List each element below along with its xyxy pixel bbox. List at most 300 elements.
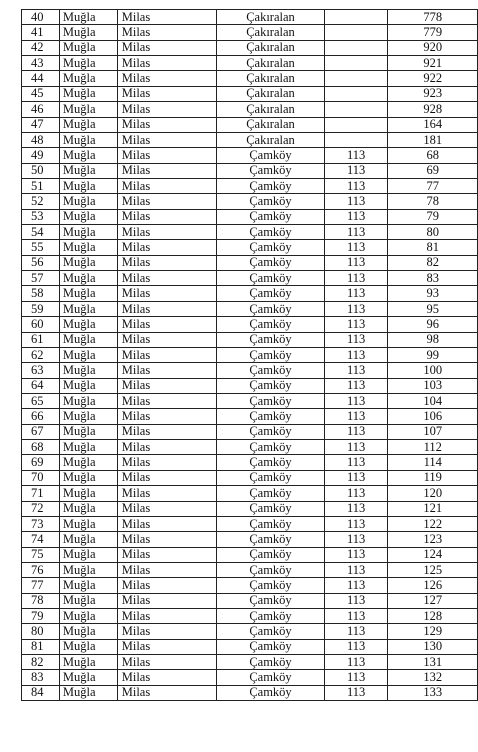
province-cell: Muğla xyxy=(59,255,117,270)
table-row xyxy=(22,393,478,408)
province-cell: Muğla xyxy=(59,455,117,470)
village-cell: Çamköy xyxy=(217,609,325,624)
district-cell: Milas xyxy=(117,624,216,639)
row-number-cell: 45 xyxy=(22,86,60,101)
parcel-number-cell: 81 xyxy=(388,240,478,255)
district-cell: Milas xyxy=(117,56,216,71)
parcel-number-cell: 106 xyxy=(388,409,478,424)
village-cell: Çamköy xyxy=(217,194,325,209)
province-cell: Muğla xyxy=(59,424,117,439)
province-cell: Muğla xyxy=(59,317,117,332)
row-number-cell: 63 xyxy=(22,363,60,378)
table-row xyxy=(22,347,478,362)
table-row xyxy=(22,163,478,178)
province-cell: Muğla xyxy=(59,639,117,654)
row-number-cell: 50 xyxy=(22,163,60,178)
village-cell: Çamköy xyxy=(217,255,325,270)
village-cell: Çakıralan xyxy=(217,86,325,101)
village-cell: Çamköy xyxy=(217,685,325,700)
parcel-number-cell: 112 xyxy=(388,440,478,455)
parcel-number-cell: 132 xyxy=(388,670,478,685)
row-number-cell: 60 xyxy=(22,317,60,332)
block-number-cell: 113 xyxy=(324,194,388,209)
parcel-table xyxy=(21,9,478,701)
district-cell: Milas xyxy=(117,10,216,25)
parcel-number-cell: 126 xyxy=(388,578,478,593)
document-page xyxy=(21,9,478,701)
district-cell: Milas xyxy=(117,40,216,55)
village-cell: Çakıralan xyxy=(217,40,325,55)
province-cell: Muğla xyxy=(59,301,117,316)
block-number-cell: 113 xyxy=(324,240,388,255)
row-number-cell: 62 xyxy=(22,347,60,362)
table-row xyxy=(22,363,478,378)
row-number-cell: 59 xyxy=(22,301,60,316)
block-number-cell xyxy=(324,86,388,101)
district-cell: Milas xyxy=(117,532,216,547)
province-cell: Muğla xyxy=(59,10,117,25)
parcel-number-cell: 103 xyxy=(388,378,478,393)
table-row xyxy=(22,25,478,40)
block-number-cell: 113 xyxy=(324,163,388,178)
district-cell: Milas xyxy=(117,148,216,163)
province-cell: Muğla xyxy=(59,163,117,178)
district-cell: Milas xyxy=(117,378,216,393)
row-number-cell: 84 xyxy=(22,685,60,700)
parcel-number-cell: 133 xyxy=(388,685,478,700)
row-number-cell: 77 xyxy=(22,578,60,593)
row-number-cell: 40 xyxy=(22,10,60,25)
village-cell: Çamköy xyxy=(217,578,325,593)
block-number-cell: 113 xyxy=(324,578,388,593)
row-number-cell: 61 xyxy=(22,332,60,347)
district-cell: Milas xyxy=(117,255,216,270)
parcel-number-cell: 98 xyxy=(388,332,478,347)
district-cell: Milas xyxy=(117,194,216,209)
province-cell: Muğla xyxy=(59,470,117,485)
province-cell: Muğla xyxy=(59,409,117,424)
block-number-cell: 113 xyxy=(324,286,388,301)
row-number-cell: 48 xyxy=(22,132,60,147)
parcel-number-cell: 130 xyxy=(388,639,478,654)
row-number-cell: 71 xyxy=(22,486,60,501)
table-row xyxy=(22,578,478,593)
village-cell: Çamköy xyxy=(217,301,325,316)
province-cell: Muğla xyxy=(59,117,117,132)
parcel-number-cell: 778 xyxy=(388,10,478,25)
row-number-cell: 70 xyxy=(22,470,60,485)
province-cell: Muğla xyxy=(59,286,117,301)
parcel-number-cell: 68 xyxy=(388,148,478,163)
village-cell: Çamköy xyxy=(217,440,325,455)
row-number-cell: 49 xyxy=(22,148,60,163)
table-row xyxy=(22,593,478,608)
table-row xyxy=(22,624,478,639)
block-number-cell xyxy=(324,40,388,55)
province-cell: Muğla xyxy=(59,240,117,255)
village-cell: Çamköy xyxy=(217,455,325,470)
village-cell: Çakıralan xyxy=(217,25,325,40)
village-cell: Çamköy xyxy=(217,624,325,639)
village-cell: Çamköy xyxy=(217,209,325,224)
parcel-number-cell: 920 xyxy=(388,40,478,55)
parcel-number-cell: 96 xyxy=(388,317,478,332)
block-number-cell: 113 xyxy=(324,271,388,286)
district-cell: Milas xyxy=(117,132,216,147)
block-number-cell: 113 xyxy=(324,378,388,393)
province-cell: Muğla xyxy=(59,332,117,347)
block-number-cell: 113 xyxy=(324,209,388,224)
province-cell: Muğla xyxy=(59,501,117,516)
table-row xyxy=(22,332,478,347)
table-row xyxy=(22,486,478,501)
district-cell: Milas xyxy=(117,332,216,347)
province-cell: Muğla xyxy=(59,102,117,117)
table-row xyxy=(22,609,478,624)
table-row xyxy=(22,71,478,86)
village-cell: Çakıralan xyxy=(217,117,325,132)
parcel-number-cell: 127 xyxy=(388,593,478,608)
table-row xyxy=(22,86,478,101)
parcel-table-body xyxy=(22,10,478,701)
village-cell: Çamköy xyxy=(217,163,325,178)
district-cell: Milas xyxy=(117,163,216,178)
table-row xyxy=(22,225,478,240)
province-cell: Muğla xyxy=(59,148,117,163)
parcel-number-cell: 79 xyxy=(388,209,478,224)
parcel-number-cell: 131 xyxy=(388,655,478,670)
province-cell: Muğla xyxy=(59,378,117,393)
row-number-cell: 57 xyxy=(22,271,60,286)
village-cell: Çamköy xyxy=(217,670,325,685)
district-cell: Milas xyxy=(117,593,216,608)
parcel-number-cell: 921 xyxy=(388,56,478,71)
row-number-cell: 80 xyxy=(22,624,60,639)
district-cell: Milas xyxy=(117,547,216,562)
province-cell: Muğla xyxy=(59,532,117,547)
district-cell: Milas xyxy=(117,486,216,501)
parcel-number-cell: 923 xyxy=(388,86,478,101)
village-cell: Çakıralan xyxy=(217,132,325,147)
table-row xyxy=(22,670,478,685)
district-cell: Milas xyxy=(117,424,216,439)
district-cell: Milas xyxy=(117,578,216,593)
parcel-number-cell: 124 xyxy=(388,547,478,562)
province-cell: Muğla xyxy=(59,609,117,624)
block-number-cell: 113 xyxy=(324,409,388,424)
table-row xyxy=(22,470,478,485)
block-number-cell: 113 xyxy=(324,255,388,270)
district-cell: Milas xyxy=(117,301,216,316)
row-number-cell: 44 xyxy=(22,71,60,86)
parcel-number-cell: 779 xyxy=(388,25,478,40)
parcel-number-cell: 78 xyxy=(388,194,478,209)
row-number-cell: 64 xyxy=(22,378,60,393)
district-cell: Milas xyxy=(117,639,216,654)
table-row xyxy=(22,240,478,255)
row-number-cell: 74 xyxy=(22,532,60,547)
district-cell: Milas xyxy=(117,240,216,255)
block-number-cell xyxy=(324,25,388,40)
parcel-number-cell: 83 xyxy=(388,271,478,286)
row-number-cell: 52 xyxy=(22,194,60,209)
block-number-cell: 113 xyxy=(324,547,388,562)
row-number-cell: 51 xyxy=(22,178,60,193)
table-row xyxy=(22,132,478,147)
block-number-cell: 113 xyxy=(324,639,388,654)
block-number-cell xyxy=(324,71,388,86)
village-cell: Çamköy xyxy=(217,347,325,362)
district-cell: Milas xyxy=(117,71,216,86)
block-number-cell: 113 xyxy=(324,225,388,240)
district-cell: Milas xyxy=(117,670,216,685)
block-number-cell: 113 xyxy=(324,470,388,485)
row-number-cell: 42 xyxy=(22,40,60,55)
row-number-cell: 46 xyxy=(22,102,60,117)
village-cell: Çamköy xyxy=(217,332,325,347)
block-number-cell: 113 xyxy=(324,562,388,577)
parcel-number-cell: 119 xyxy=(388,470,478,485)
district-cell: Milas xyxy=(117,209,216,224)
parcel-number-cell: 120 xyxy=(388,486,478,501)
district-cell: Milas xyxy=(117,25,216,40)
village-cell: Çamköy xyxy=(217,639,325,654)
village-cell: Çamköy xyxy=(217,378,325,393)
village-cell: Çamköy xyxy=(217,655,325,670)
table-row xyxy=(22,378,478,393)
province-cell: Muğla xyxy=(59,578,117,593)
block-number-cell: 113 xyxy=(324,501,388,516)
province-cell: Muğla xyxy=(59,71,117,86)
table-row xyxy=(22,209,478,224)
district-cell: Milas xyxy=(117,86,216,101)
block-number-cell: 113 xyxy=(324,609,388,624)
row-number-cell: 65 xyxy=(22,393,60,408)
block-number-cell: 113 xyxy=(324,363,388,378)
parcel-number-cell: 181 xyxy=(388,132,478,147)
row-number-cell: 41 xyxy=(22,25,60,40)
district-cell: Milas xyxy=(117,117,216,132)
table-row xyxy=(22,148,478,163)
row-number-cell: 68 xyxy=(22,440,60,455)
village-cell: Çamköy xyxy=(217,271,325,286)
province-cell: Muğla xyxy=(59,363,117,378)
village-cell: Çamköy xyxy=(217,532,325,547)
parcel-number-cell: 104 xyxy=(388,393,478,408)
table-row xyxy=(22,10,478,25)
block-number-cell: 113 xyxy=(324,486,388,501)
village-cell: Çamköy xyxy=(217,593,325,608)
parcel-number-cell: 69 xyxy=(388,163,478,178)
table-row xyxy=(22,455,478,470)
row-number-cell: 58 xyxy=(22,286,60,301)
village-cell: Çamköy xyxy=(217,363,325,378)
table-row xyxy=(22,271,478,286)
table-row xyxy=(22,685,478,700)
district-cell: Milas xyxy=(117,609,216,624)
block-number-cell xyxy=(324,102,388,117)
province-cell: Muğla xyxy=(59,593,117,608)
village-cell: Çamköy xyxy=(217,470,325,485)
province-cell: Muğla xyxy=(59,685,117,700)
row-number-cell: 73 xyxy=(22,516,60,531)
block-number-cell: 113 xyxy=(324,593,388,608)
province-cell: Muğla xyxy=(59,486,117,501)
district-cell: Milas xyxy=(117,455,216,470)
district-cell: Milas xyxy=(117,102,216,117)
district-cell: Milas xyxy=(117,501,216,516)
row-number-cell: 67 xyxy=(22,424,60,439)
village-cell: Çamköy xyxy=(217,286,325,301)
province-cell: Muğla xyxy=(59,347,117,362)
block-number-cell: 113 xyxy=(324,393,388,408)
table-row xyxy=(22,655,478,670)
province-cell: Muğla xyxy=(59,225,117,240)
table-row xyxy=(22,562,478,577)
table-row xyxy=(22,56,478,71)
block-number-cell: 113 xyxy=(324,624,388,639)
block-number-cell: 113 xyxy=(324,532,388,547)
village-cell: Çamköy xyxy=(217,148,325,163)
parcel-number-cell: 121 xyxy=(388,501,478,516)
parcel-number-cell: 95 xyxy=(388,301,478,316)
block-number-cell: 113 xyxy=(324,655,388,670)
row-number-cell: 83 xyxy=(22,670,60,685)
table-row xyxy=(22,547,478,562)
district-cell: Milas xyxy=(117,440,216,455)
table-row xyxy=(22,102,478,117)
province-cell: Muğla xyxy=(59,209,117,224)
block-number-cell: 113 xyxy=(324,424,388,439)
district-cell: Milas xyxy=(117,516,216,531)
table-row xyxy=(22,286,478,301)
table-row xyxy=(22,424,478,439)
village-cell: Çamköy xyxy=(217,225,325,240)
row-number-cell: 55 xyxy=(22,240,60,255)
table-row xyxy=(22,501,478,516)
village-cell: Çamköy xyxy=(217,516,325,531)
row-number-cell: 79 xyxy=(22,609,60,624)
district-cell: Milas xyxy=(117,655,216,670)
parcel-number-cell: 107 xyxy=(388,424,478,439)
district-cell: Milas xyxy=(117,317,216,332)
parcel-number-cell: 93 xyxy=(388,286,478,301)
province-cell: Muğla xyxy=(59,562,117,577)
village-cell: Çakıralan xyxy=(217,71,325,86)
parcel-number-cell: 928 xyxy=(388,102,478,117)
village-cell: Çakıralan xyxy=(217,102,325,117)
row-number-cell: 75 xyxy=(22,547,60,562)
parcel-number-cell: 129 xyxy=(388,624,478,639)
row-number-cell: 78 xyxy=(22,593,60,608)
province-cell: Muğla xyxy=(59,86,117,101)
parcel-number-cell: 114 xyxy=(388,455,478,470)
parcel-number-cell: 164 xyxy=(388,117,478,132)
table-row xyxy=(22,317,478,332)
parcel-number-cell: 82 xyxy=(388,255,478,270)
table-row xyxy=(22,532,478,547)
parcel-number-cell: 80 xyxy=(388,225,478,240)
table-row xyxy=(22,40,478,55)
district-cell: Milas xyxy=(117,363,216,378)
village-cell: Çakıralan xyxy=(217,56,325,71)
block-number-cell: 113 xyxy=(324,440,388,455)
table-row xyxy=(22,516,478,531)
village-cell: Çamköy xyxy=(217,424,325,439)
district-cell: Milas xyxy=(117,685,216,700)
province-cell: Muğla xyxy=(59,271,117,286)
block-number-cell: 113 xyxy=(324,178,388,193)
district-cell: Milas xyxy=(117,409,216,424)
village-cell: Çamköy xyxy=(217,178,325,193)
district-cell: Milas xyxy=(117,470,216,485)
province-cell: Muğla xyxy=(59,393,117,408)
village-cell: Çamköy xyxy=(217,409,325,424)
row-number-cell: 82 xyxy=(22,655,60,670)
district-cell: Milas xyxy=(117,178,216,193)
table-row xyxy=(22,117,478,132)
row-number-cell: 53 xyxy=(22,209,60,224)
block-number-cell xyxy=(324,132,388,147)
block-number-cell: 113 xyxy=(324,455,388,470)
district-cell: Milas xyxy=(117,225,216,240)
parcel-number-cell: 100 xyxy=(388,363,478,378)
row-number-cell: 43 xyxy=(22,56,60,71)
province-cell: Muğla xyxy=(59,655,117,670)
table-row xyxy=(22,639,478,654)
block-number-cell: 113 xyxy=(324,332,388,347)
block-number-cell xyxy=(324,117,388,132)
village-cell: Çamköy xyxy=(217,547,325,562)
province-cell: Muğla xyxy=(59,516,117,531)
province-cell: Muğla xyxy=(59,132,117,147)
table-row xyxy=(22,178,478,193)
province-cell: Muğla xyxy=(59,547,117,562)
block-number-cell: 113 xyxy=(324,516,388,531)
province-cell: Muğla xyxy=(59,25,117,40)
village-cell: Çamköy xyxy=(217,486,325,501)
parcel-number-cell: 922 xyxy=(388,71,478,86)
table-row xyxy=(22,409,478,424)
block-number-cell: 113 xyxy=(324,148,388,163)
parcel-number-cell: 77 xyxy=(388,178,478,193)
block-number-cell xyxy=(324,56,388,71)
table-row xyxy=(22,301,478,316)
village-cell: Çamköy xyxy=(217,562,325,577)
province-cell: Muğla xyxy=(59,178,117,193)
row-number-cell: 47 xyxy=(22,117,60,132)
row-number-cell: 76 xyxy=(22,562,60,577)
row-number-cell: 72 xyxy=(22,501,60,516)
parcel-number-cell: 99 xyxy=(388,347,478,362)
row-number-cell: 69 xyxy=(22,455,60,470)
province-cell: Muğla xyxy=(59,440,117,455)
province-cell: Muğla xyxy=(59,670,117,685)
province-cell: Muğla xyxy=(59,40,117,55)
table-row xyxy=(22,255,478,270)
district-cell: Milas xyxy=(117,393,216,408)
block-number-cell: 113 xyxy=(324,301,388,316)
block-number-cell: 113 xyxy=(324,670,388,685)
table-row xyxy=(22,194,478,209)
parcel-number-cell: 125 xyxy=(388,562,478,577)
table-row xyxy=(22,440,478,455)
village-cell: Çamköy xyxy=(217,317,325,332)
block-number-cell: 113 xyxy=(324,685,388,700)
row-number-cell: 54 xyxy=(22,225,60,240)
block-number-cell: 113 xyxy=(324,347,388,362)
district-cell: Milas xyxy=(117,271,216,286)
